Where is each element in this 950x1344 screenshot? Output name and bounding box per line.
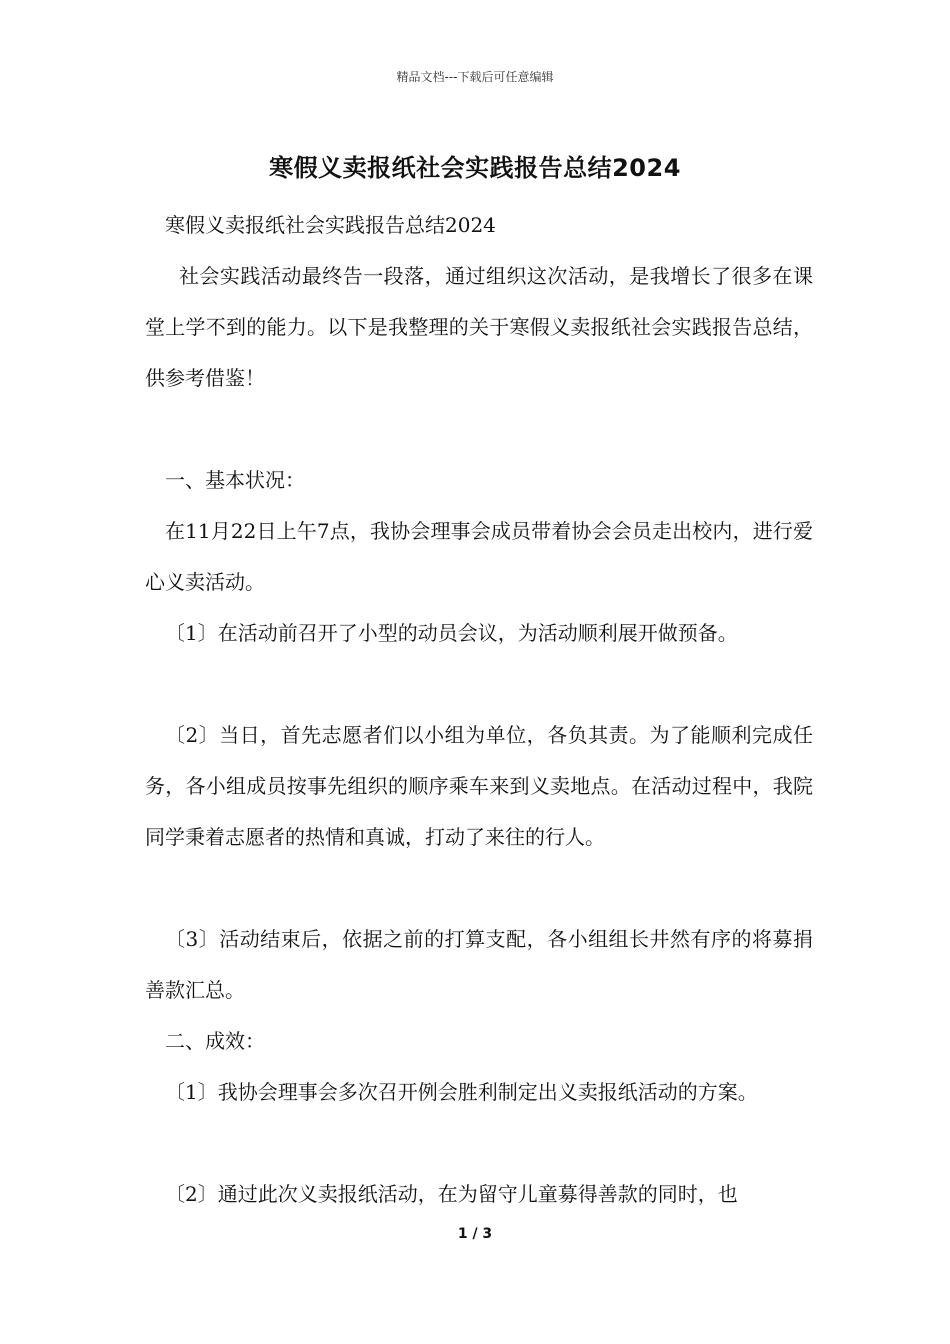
blank-line: [145, 659, 813, 710]
blank-line: [145, 863, 813, 914]
paragraph-result-1: 〔1〕我协会理事会多次召开例会胜利制定出义卖报纸活动的方案。: [165, 1080, 758, 1104]
paragraph-item-3: 〔3〕活动结束后，依据之前的打算支配，各小组组长井然有序的将募捐善款汇总。: [145, 927, 813, 1002]
document-body: [145, 200, 813, 1220]
paragraph-basic-situation: 在11月22日上午7点，我协会理事会成员带着协会会员走出校内，进行爱心义卖活动。: [145, 519, 813, 594]
paragraph-item-1: 〔1〕在活动前召开了小型的动员会议，为活动顺利展开做预备。: [165, 621, 738, 645]
section-heading-basic: 一、基本状况：: [165, 468, 305, 492]
document-title: 寒假义卖报纸社会实践报告总结2024: [269, 154, 681, 182]
paragraph-result-2: 〔2〕通过此次义卖报纸活动，在为留守儿童募得善款的同时，也: [165, 1182, 738, 1206]
blank-line: [145, 404, 813, 455]
paragraph-subtitle: 寒假义卖报纸社会实践报告总结2024: [165, 213, 496, 237]
section-heading-results: 二、成效：: [165, 1029, 265, 1053]
blank-line: [145, 1118, 813, 1169]
paragraph-item-2: 〔2〕当日，首先志愿者们以小组为单位，各负其责。为了能顺利完成任务，各小组成员按事先组织的顺序乘车来到义卖地点。在活动过程中，我院同学秉着志愿者的热情和真诚，打动了来往的行人。: [145, 723, 813, 849]
page-number: 1 / 3: [457, 1226, 493, 1242]
header-note: 精品文档---下载后可任意编辑: [396, 70, 554, 84]
paragraph-intro: 社会实践活动最终告一段落，通过组织这次活动，是我增长了很多在课堂上学不到的能力。以下是我整理的关于寒假义卖报纸社会实践报告总结，供参考借鉴！: [145, 264, 813, 390]
